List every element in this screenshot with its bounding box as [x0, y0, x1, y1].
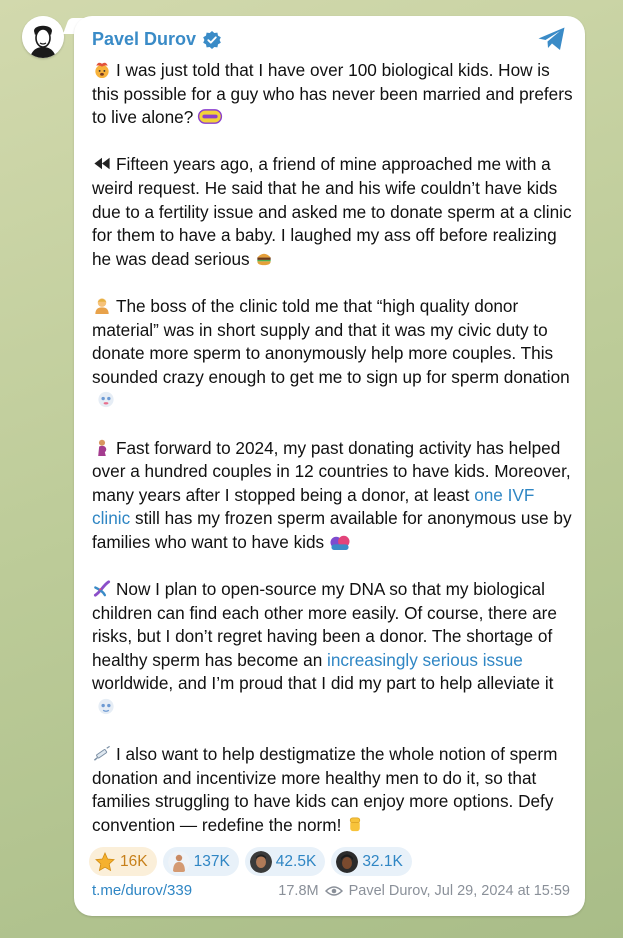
sweating-face-emoji-icon	[96, 697, 116, 716]
paragraph-6	[92, 743, 574, 837]
reaction-user-1[interactable]	[163, 847, 239, 876]
paragraph-2	[92, 153, 574, 271]
verified-badge-icon	[202, 30, 222, 50]
wtf-emoji-icon	[197, 107, 223, 126]
paragraph-5	[92, 578, 574, 720]
blushing-face-emoji-icon	[96, 390, 116, 409]
shirtless-man-avatar	[168, 851, 190, 873]
reaction-count: 16K	[120, 852, 148, 870]
paragraph-4-text-b: still has my frozen sperm available for anonymous use by families who want to have kids	[92, 508, 572, 552]
syringe-emoji-icon	[92, 744, 112, 763]
sperm-shortage-link[interactable]: increasingly serious issue	[327, 649, 523, 670]
paragraph-3-text: The boss of the clinic told me that “high quality donor material” was in short supply and that it was my civic duty to donate more sperm to anonymously help more couples. This sounded crazy enough to get me to sign up for sperm donation	[92, 295, 570, 387]
paragraph-1-text: I was just told that I have over 100 biological kids. How is this possible for a guy who has never been married and prefers to live alone?	[92, 60, 573, 128]
reaction-user-2[interactable]	[245, 847, 326, 876]
paragraph-4	[92, 437, 574, 555]
reaction-count: 42.5K	[275, 852, 317, 870]
post-link[interactable]: t.me/durov/339	[92, 882, 193, 899]
ivf-clinic-link[interactable]: one IVF clinic	[92, 484, 535, 529]
man-face-avatar	[250, 851, 272, 873]
cartoon-characters-emoji-icon	[328, 532, 352, 551]
person-emoji-icon	[92, 296, 112, 315]
share-icon[interactable]	[537, 26, 567, 52]
burger-emoji-icon	[254, 249, 274, 268]
message-header	[92, 29, 222, 50]
star-icon	[94, 851, 116, 873]
reaction-user-3[interactable]	[331, 847, 412, 876]
reaction-star[interactable]	[89, 847, 157, 876]
man-face-avatar-2	[336, 851, 358, 873]
rewind-icon	[92, 154, 112, 173]
raised-fist-emoji-icon	[345, 815, 365, 834]
paragraph-2-text: Fifteen years ago, a friend of mine approached me with a weird request. He said that he and his wife couldn’t have kids due to a fertility issue and asked me to donate sperm at a clinic for them to have a baby. I laughed my ass off before realizing he was dead serious	[92, 154, 572, 269]
post-signature: Pavel Durov, Jul 29, 2024 at 15:59	[348, 882, 570, 899]
paragraph-1	[92, 59, 574, 130]
paragraph-5-text-b: worldwide, and I’m proud that I did my part to help alleviate it	[92, 673, 554, 694]
view-count: 17.8M	[278, 882, 319, 899]
paragraph-6-text: I also want to help destigmatize the whole notion of sperm donation and incentivize more healthy men to do it, so that families struggling to have kids can enjoy more options. Defy convention — redefine the norm!	[92, 744, 558, 835]
paragraph-5-text-a: Now I plan to open-source my DNA so that my biological children can find each other more easily. Of course, there are risks, but I don’t regret having been a donor. The shortage of healthy sperm has become an	[92, 579, 557, 670]
reaction-count: 137K	[193, 852, 230, 870]
reactions-bar	[89, 847, 412, 876]
paragraph-3	[92, 295, 574, 413]
exploding-head-emoji-icon	[92, 60, 112, 79]
message-text	[92, 59, 574, 838]
channel-avatar[interactable]	[22, 16, 64, 58]
reaction-count: 32.1K	[362, 852, 403, 870]
channel-name[interactable]: Pavel Durov	[92, 29, 197, 49]
dna-emoji-icon	[92, 579, 112, 598]
message-bubble	[74, 16, 585, 916]
message-footer	[92, 882, 570, 899]
pregnant-woman-emoji-icon	[92, 438, 112, 457]
paragraph-4-text-a: Fast forward to 2024, my past donating activity has helped over a hundred couples in 12 countries to have kids. Moreover, many years after I stopped being a donor, at least	[92, 437, 571, 505]
eye-icon	[325, 885, 343, 897]
